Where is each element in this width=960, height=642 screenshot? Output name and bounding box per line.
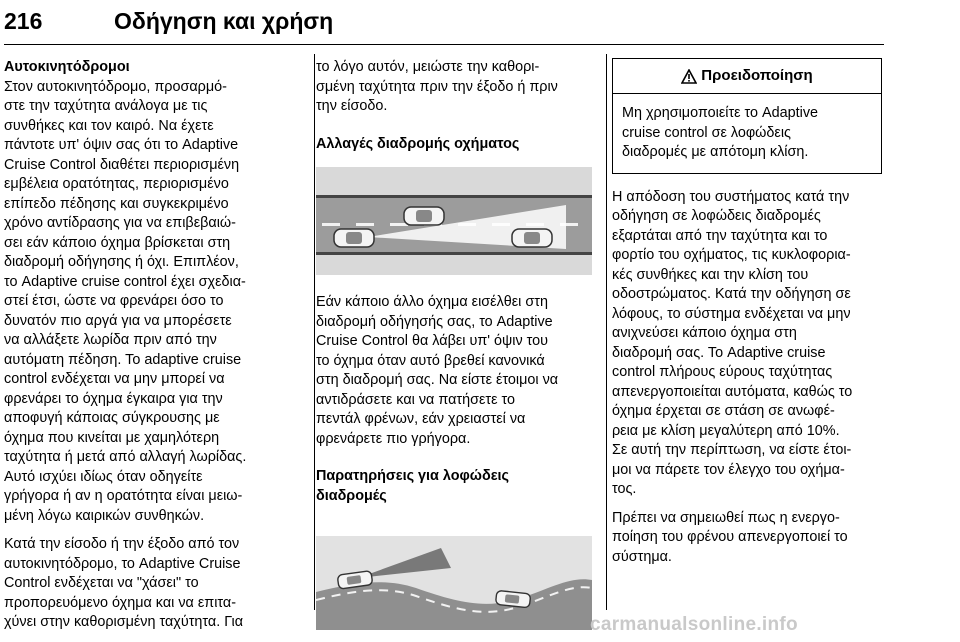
column-2	[316, 58, 600, 630]
warning-triangle-icon	[681, 69, 697, 84]
column-divider	[606, 54, 607, 610]
warning-text: Μη χρησιμοποιείτε το Adaptive cruise control σε λοφώδεις διαδρομές με απότομη κλίση.	[622, 105, 819, 160]
paragraph: Στον αυτοκινητόδρομο, προσαρμό- στε την ταχύτητα ανάλογα με τις συνθήκες και τον καιρό. Να έχετε πάντοτε υπ' όψιν σας ότι το Adaptive Cruise Control διαθέτει περιορισμένη εμβέλεια ορατότητας, περιορισμένο επίπεδο πέδησης και συγκεκριμένο χρόνο αντίδρασης για να επιβεβαιώ- σει εάν κάποιο όχημα βρίσκεται στη διαδρομή οδήγησης ή όχι. Επιπλέον, το Adaptive cruise control έχει σχεδια- στεί έτσι, ώστε να φρενάρει όσο το δυνατόν πιο αργά για να μπορέσετε να αλλάξετε λωρίδα πριν από την αυτόματη πέδηση. Το adaptive cruise control ενδέχεται να μην μπορεί να φρενάρει το όχημα έγκαιρα για την αποφυγή κάποιας σύγκρουσης με όχημα που κινείται με χαμηλότερη ταχύτητα ή μετά από αλλαγή λωρίδας. Αυτό ισχύει ιδίως όταν οδηγείτε γρήγορα ή αν η ορατότητα είναι μειω- μένη λόγω καιρικών συνθηκών.	[4, 78, 247, 524]
car-ahead	[512, 229, 552, 247]
page-number: 216	[4, 8, 43, 34]
lane-change-illustration	[316, 167, 592, 275]
warning-header	[613, 59, 881, 94]
paragraph: Κατά την είσοδο ή την έξοδο από τον αυτοκινητόδρομο, το Adaptive Cruise Control ενδέχεται να "χάσει" το προπορευόμενο όχημα και να επιτα- χύνει στην καθορισμένη ταχύτητα. Για	[4, 536, 244, 630]
page-header	[4, 4, 884, 45]
paragraph: Πρέπει να σημειωθεί πως η ενεργο- ποίηση του φρένου απενεργοποιεί το σύστημα.	[612, 509, 848, 565]
car-in-valley	[495, 590, 530, 607]
paragraph: Η απόδοση του συστήματος κατά την οδήγηση σε λοφώδεις διαδρομές εξαρτάται από την ταχύτητα και το φορτίο του οχήματος, τις κυκλοφορια- κές συνθήκες και την κλίση του οδοστρώματος. Κατά την οδήγηση σε λόφους, το σύστημα ενδέχεται να μην ανιχνεύσει κάποιο όχημα στη διαδρομή σας. Το Adaptive cruise control πλήρους εύρους ταχύτητας απενεργοποιείται αυτόματα, καθώς το όχημα έρχεται σε στάση σε ανωφέ- ρεια με κλίση μεγαλύτερη από 10%. Σε αυτή την περίπτωση, να είστε έτοι- μοι να πάρετε τον έλεγχο του οχήμα- τος.	[612, 188, 853, 497]
car-ego	[334, 229, 374, 247]
paragraph: το λόγο αυτόν, μειώστε την καθορι- σμένη ταχύτητα πριν την έξοδο ή πριν την είσοδο.	[316, 59, 558, 114]
hill-road-illustration	[316, 536, 592, 630]
section-heading: Αυτοκινητόδρομοι	[4, 59, 130, 75]
lane-change-figure	[316, 167, 592, 275]
section-heading: Αλλαγές διαδρομής οχήματος	[316, 135, 520, 152]
column-3	[612, 58, 890, 567]
warning-title: Προειδοποίηση	[701, 67, 813, 85]
car-cutting-in	[404, 207, 444, 225]
page-title: Οδήγηση και χρήση	[114, 8, 334, 34]
column-1	[4, 58, 308, 633]
hill-figure	[316, 536, 592, 630]
warning-box	[612, 58, 882, 174]
paragraph: Εάν κάποιο άλλο όχημα εισέλθει στη διαδρομή οδήγησής σας, το Adaptive Cruise Control θα λάβει υπ' όψιν του το όχημα όταν αυτό βρεθεί κανονικά στη διαδρομή σας. Να είστε έτοιμοι να αντιδράσετε και να πατήσετε το πεντάλ φρένων, εάν χρειαστεί να φρενάρετε πιο γρήγορα.	[316, 294, 559, 447]
column-divider	[314, 54, 315, 610]
watermark: carmanualsonline.info	[590, 614, 798, 635]
section-heading: Παρατηρήσεις για λοφώδεις διαδρομές	[316, 468, 510, 504]
